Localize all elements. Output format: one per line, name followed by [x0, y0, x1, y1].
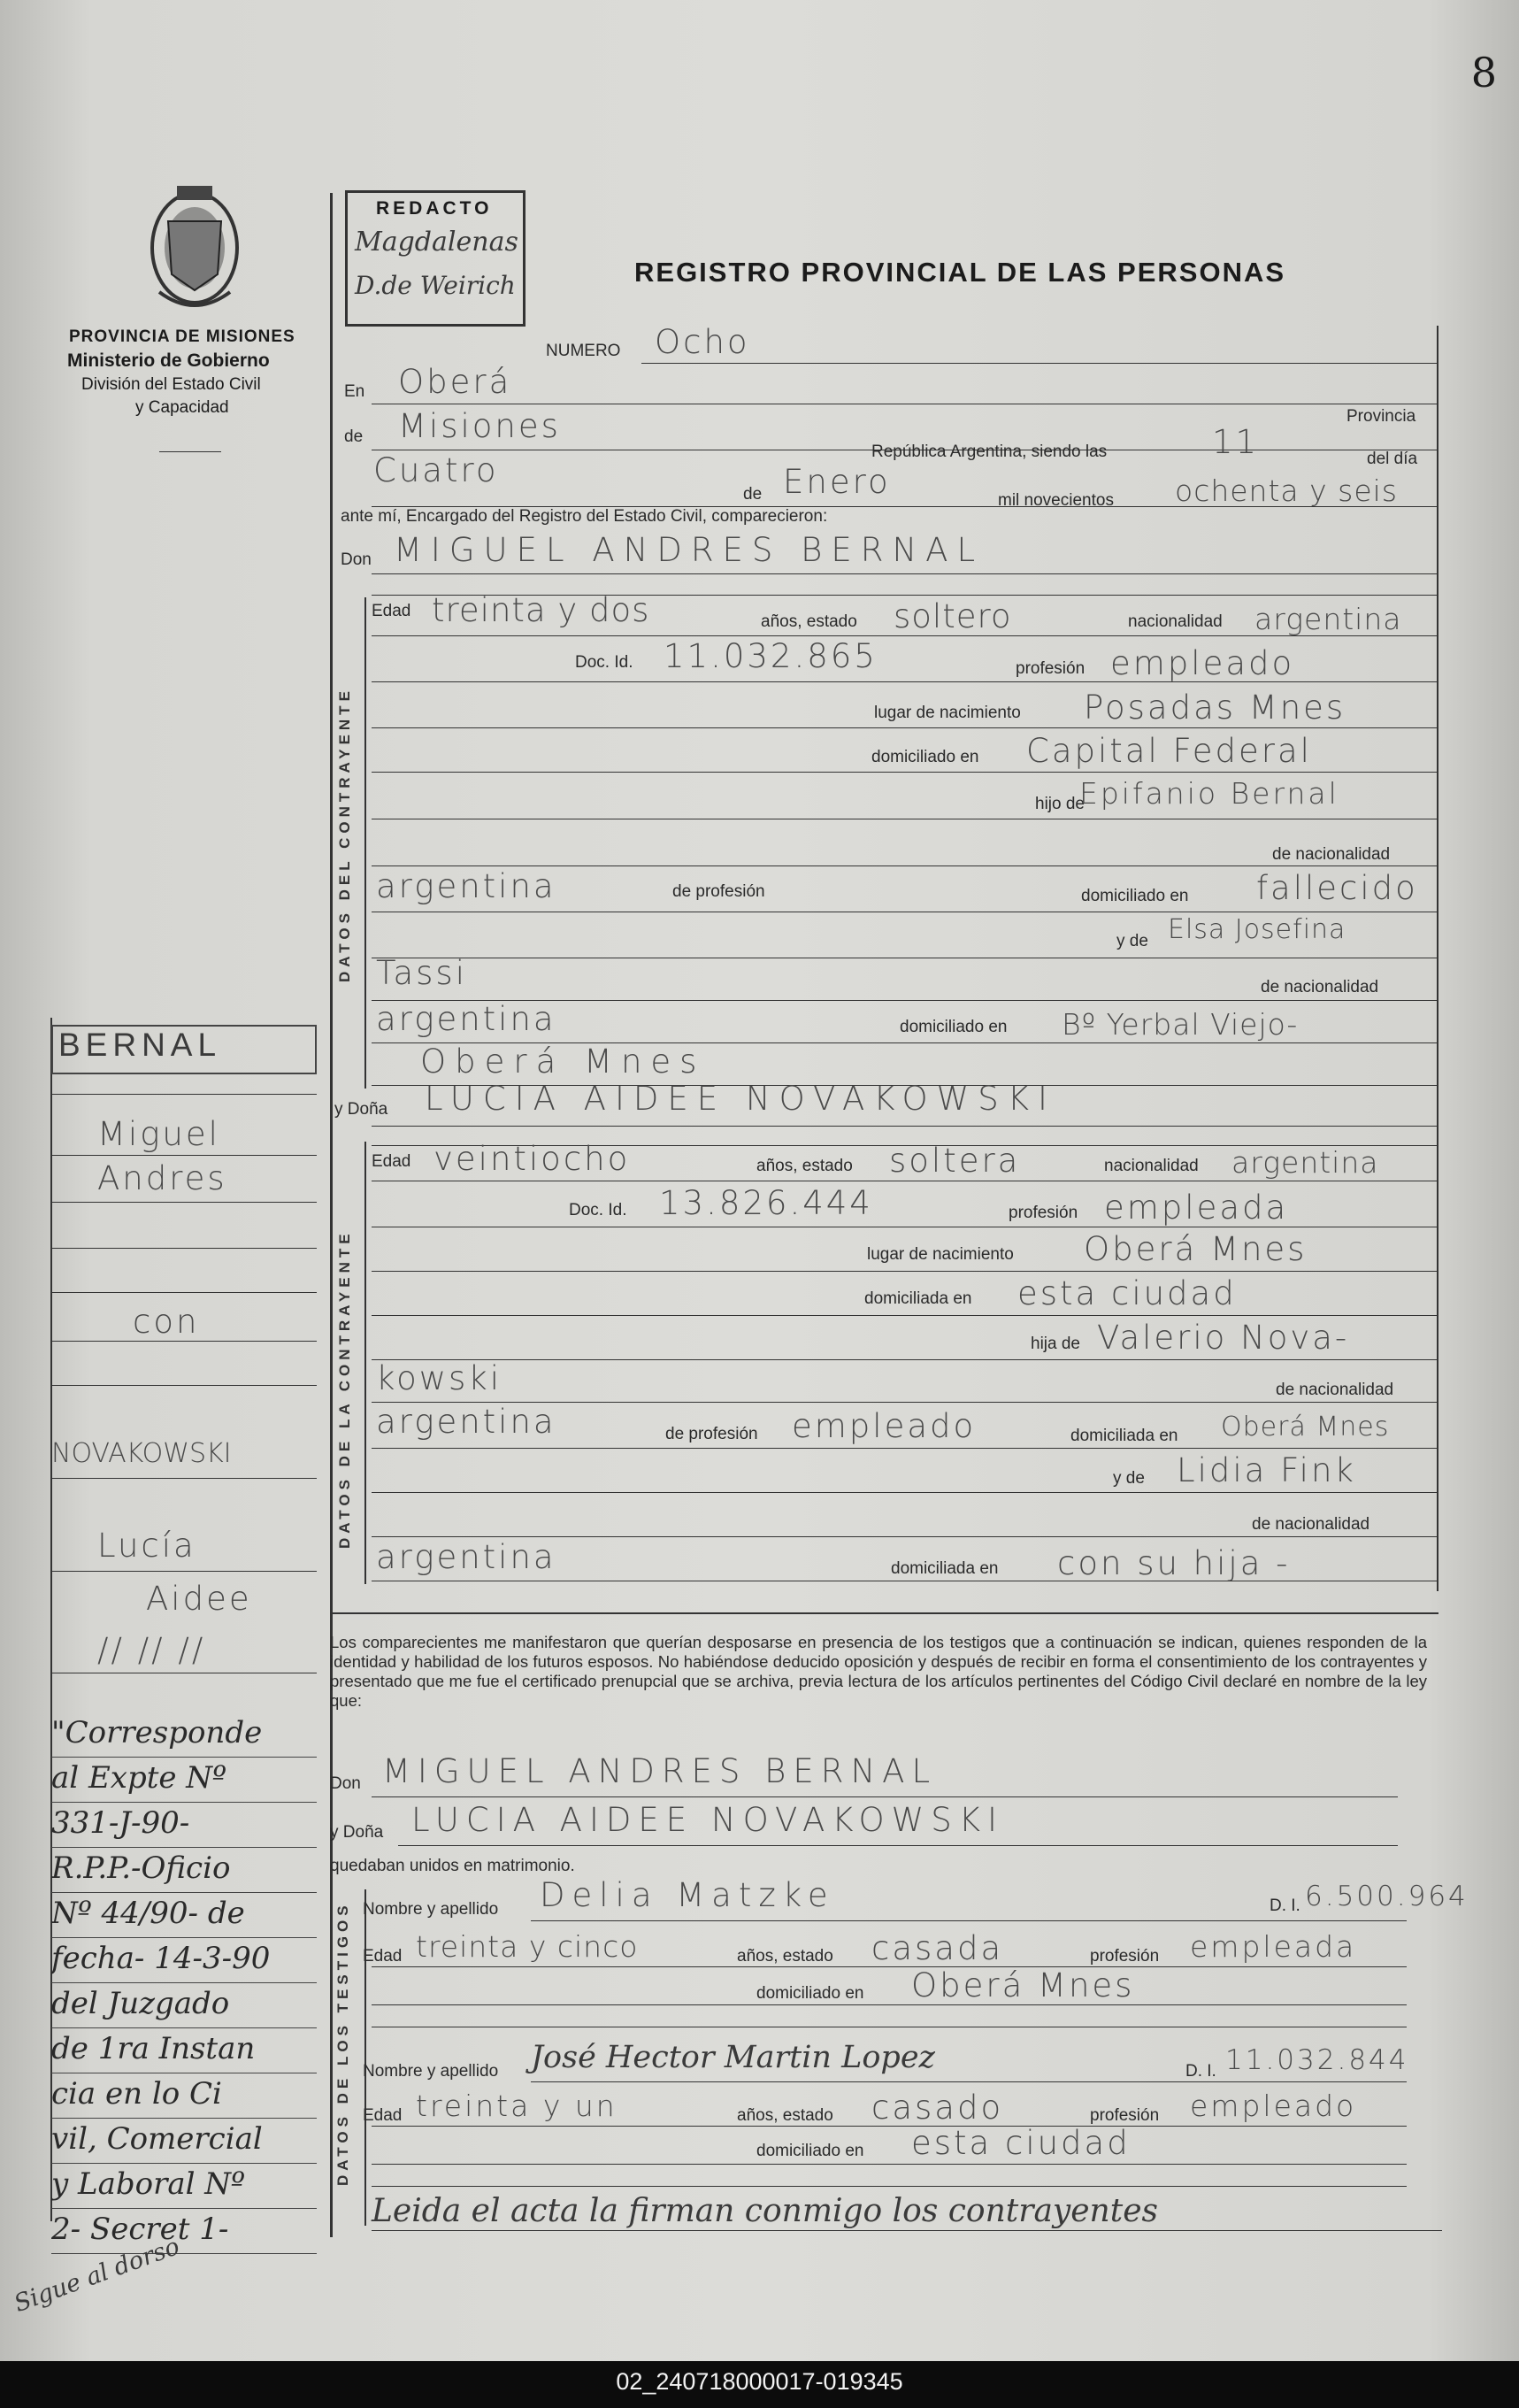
bride-line-4 [372, 1315, 1438, 1316]
de-mes-label: de [743, 485, 763, 504]
margin-note-line: de 1ra Instan [51, 2028, 317, 2073]
coat-of-arms-seal [142, 186, 248, 323]
bride-padre-prof: empleado [792, 1407, 977, 1445]
dona-label: y Doña [334, 1100, 388, 1119]
bride-estado: soltera [889, 1142, 1021, 1180]
margin-con: con [133, 1303, 200, 1341]
bride-line-7 [372, 1448, 1438, 1449]
w2-nombre-label: Nombre y apellido [363, 2062, 499, 2081]
w2-dom-label: domiciliado en [756, 2142, 864, 2160]
bride-madre-nac: argentina [376, 1538, 556, 1576]
groom-madre-nac-label: de nacionalidad [1261, 978, 1379, 996]
redacto-stamp [345, 190, 526, 327]
groom-madre-nac: argentina [376, 1000, 556, 1038]
bride-madre: Lidia Fink [1177, 1451, 1356, 1489]
en-value: Oberá [398, 363, 512, 401]
bride-profesion: empleada [1104, 1189, 1289, 1227]
marriage-paragraph: Los comparecientes me manifestaron que querían desposarse en presencia de los testigos que a continuación se indican, quienes responden de la identidad y habilidad de los futuros esposos. No habiéndose deducido oposición y después de recibir en forma el consentimiento de los contrayentes y presentado que me fue el certificado prenupcial que se archiva, previa lectura de los artículos pertinentes del Código Civil declaré en nombre de la ley que: [330, 1633, 1427, 1710]
frame-left-line [330, 193, 333, 2237]
closing-text: Leida el acta la firman conmigo los contrayentes [372, 2193, 1158, 2229]
bride-name: LUCIA AIDEE NOVAKOWSKI [425, 1080, 1056, 1118]
groom-domicilio: Capital Federal [1026, 732, 1312, 770]
stamp-line-1: Magdalenas [355, 227, 518, 258]
groom-padre: Epifanio Bernal [1079, 776, 1339, 811]
groom-lugar-label: lugar de nacimiento [874, 704, 1021, 722]
en-label: En [344, 382, 365, 401]
bride-doc: 13.826.444 [659, 1184, 873, 1222]
margin-line-3 [51, 1202, 317, 1203]
margin-line-7 [51, 1385, 317, 1386]
mil-label: mil novecientos [998, 491, 1114, 510]
marriage-dona-label: y Doña [330, 1823, 384, 1842]
margin-sigue: Sigue al dorso [11, 2232, 184, 2319]
don-label: Don [341, 550, 372, 569]
groom-padre-nac: argentina [376, 867, 556, 905]
bride-edad-label: Edad [372, 1152, 411, 1171]
w1-dom-label: domiciliado en [756, 1984, 864, 2003]
bride-nacionalidad: argentina [1231, 1145, 1379, 1180]
margin-note-line: del Juzgado [51, 1983, 317, 2028]
w1-nombre-label: Nombre y apellido [363, 1900, 499, 1919]
dia-value: Cuatro [373, 451, 499, 489]
margin-line-5 [51, 1292, 317, 1293]
margin-name-2: Andres [97, 1159, 227, 1197]
w1-di: 6.500.964 [1305, 1881, 1469, 1912]
margin-note-line: y Laboral Nº [51, 2164, 317, 2209]
groom-domicilio-label: domiciliado en [871, 748, 979, 766]
w1-estado: casada [871, 1929, 1004, 1967]
provincia-label: Provincia [1346, 407, 1416, 426]
bride-padre: Valerio Nova- [1097, 1319, 1350, 1357]
w1-profesion-label: profesión [1090, 1947, 1160, 1966]
marriage-don-line [372, 1796, 1398, 1797]
groom-name-line [372, 573, 1438, 574]
bride-line-5 [372, 1359, 1438, 1360]
margin-note-line: vil, Comercial [51, 2119, 317, 2164]
margin-surname-2: NOVAKOWSKI [51, 1438, 232, 1469]
w2-profesion: empleado [1190, 2089, 1357, 2123]
groom-line-3 [372, 727, 1438, 728]
de-value: Misiones [398, 407, 561, 445]
numero-value: Ocho [655, 323, 750, 361]
margin-line-8 [51, 1478, 317, 1479]
w1-line-2 [372, 1966, 1407, 1967]
bride-padre-2: kowski [376, 1359, 502, 1397]
w2-domicilio: esta ciudad [911, 2124, 1131, 2162]
margin-name-1: Miguel [97, 1115, 220, 1153]
w1-edad-label: Edad [363, 1947, 403, 1966]
bride-hija-label: hija de [1031, 1335, 1080, 1353]
margin-line-4 [51, 1248, 317, 1249]
w1-domicilio: Oberá Mnes [911, 1966, 1135, 2004]
w1-line-1 [531, 1920, 1407, 1921]
bride-nacionalidad-label: nacionalidad [1104, 1157, 1199, 1175]
groom-profesion: empleado [1110, 644, 1295, 682]
page-number: 8 [1470, 49, 1497, 96]
groom-line-1 [372, 635, 1438, 636]
bride-edad: veintiocho [433, 1140, 631, 1178]
republica-label: República Argentina, siendo las [871, 442, 1108, 461]
w1-name: Delia Matzke [540, 1876, 835, 1914]
w2-name: José Hector Martin Lopez [531, 2040, 935, 2075]
bride-padre-dom-label: domiciliada en [1070, 1427, 1178, 1445]
marriage-dona: LUCIA AIDEE NOVAKOWSKI [411, 1801, 1004, 1839]
margin-court-note [51, 1712, 317, 2254]
margin-name-3: Lucía [97, 1527, 196, 1565]
groom-doc: 11.032.865 [664, 637, 878, 675]
bride-section-line [364, 1142, 366, 1584]
groom-anios-label: años, estado [761, 612, 857, 631]
margin-line-1 [51, 1094, 317, 1095]
groom-nacionalidad: argentina [1254, 602, 1402, 636]
bride-section-label: DATOS DE LA CONTRAYENTE [336, 1229, 353, 1549]
bride-line-9 [372, 1536, 1438, 1537]
bride-name-line [372, 1126, 1438, 1127]
footer-bar [0, 2361, 1519, 2408]
margin-note-line: R.P.P.-Oficio [51, 1848, 317, 1893]
margin-name-4: Aidee [146, 1580, 252, 1618]
w1-anios-label: años, estado [737, 1947, 833, 1966]
ministry-label: Ministerio de Gobierno [67, 350, 270, 371]
margin-note-line: cia en lo Ci [51, 2073, 317, 2119]
w2-edad-label: Edad [363, 2106, 403, 2125]
groom-padre-dom-label: domiciliado en [1081, 887, 1189, 905]
margin-note-line: 331-J-90- [51, 1803, 317, 1848]
bride-padre-dom: Oberá Mnes [1221, 1412, 1390, 1442]
groom-nacionalidad-label: nacionalidad [1128, 612, 1223, 631]
bride-line-3 [372, 1271, 1438, 1272]
bride-padre-prof-label: de profesión [665, 1425, 758, 1443]
w2-line-1 [531, 2081, 1407, 2082]
groom-madre: Elsa Josefina [1168, 914, 1346, 945]
margin-note-line: fecha- 14-3-90 [51, 1938, 317, 1983]
anio-value: ochenta y seis [1175, 473, 1398, 508]
groom-hijo-label: hijo de [1035, 795, 1085, 813]
groom-padre-prof-label: de profesión [672, 882, 765, 901]
w1-di-label: D. I. [1270, 1896, 1300, 1915]
groom-lugar: Posadas Mnes [1084, 689, 1346, 727]
groom-name: MIGUEL ANDRES BERNAL [394, 531, 985, 569]
margin-line-9 [51, 1571, 317, 1572]
margin-line-6 [51, 1341, 317, 1342]
w2-estado: casado [871, 2089, 1004, 2127]
hora-value: 11 [1212, 423, 1260, 461]
w1-edad: treinta y cinco [416, 1929, 639, 1964]
bride-padre-nac-label: de nacionalidad [1276, 1381, 1394, 1399]
groom-line-2 [372, 681, 1438, 682]
footer-id: 02_240718000017-019345 [616, 2368, 903, 2395]
margin-surname: BERNAL [51, 1025, 317, 1074]
w2-line-2 [372, 2126, 1407, 2127]
stamp-line-2: D.de Weirich [355, 271, 516, 300]
groom-profesion-label: profesión [1016, 659, 1086, 678]
divider [159, 451, 221, 452]
witness-section-line [364, 1889, 366, 2226]
w1-profesion: empleada [1190, 1929, 1357, 1964]
groom-madre-2: Tassi [376, 954, 467, 992]
marriage-don: MIGUEL ANDRES BERNAL [382, 1752, 938, 1790]
bride-madre-nac-label: de nacionalidad [1252, 1515, 1370, 1534]
w2-line-4 [372, 2186, 1407, 2187]
bride-doc-label: Doc. Id. [569, 1201, 627, 1219]
margin-note-line: "Corresponde [51, 1712, 317, 1758]
bride-madre-dom: con su hija - [1057, 1544, 1291, 1582]
bride-lugar-label: lugar de nacimiento [867, 1245, 1014, 1264]
groom-madre-dom-2: Oberá Mnes [420, 1042, 706, 1081]
groom-line-4 [372, 772, 1438, 773]
groom-madre-dom-label: domiciliado en [900, 1018, 1008, 1036]
groom-y-de-label: y de [1116, 932, 1148, 950]
marriage-dona-line [398, 1845, 1398, 1846]
w2-edad: treinta y un [416, 2089, 618, 2123]
witness-section-label: DATOS DE LOS TESTIGOS [334, 1901, 351, 2186]
bride-padre-nac: argentina [376, 1403, 556, 1441]
marriage-unidos: quedaban unidos en matrimonio. [330, 1857, 575, 1875]
bride-domicilio-label: domiciliada en [864, 1289, 972, 1308]
numero-label: NUMERO [546, 342, 621, 360]
margin-note-line: 2- Secret 1- [51, 2209, 317, 2254]
bride-lugar: Oberá Mnes [1084, 1230, 1308, 1268]
numero-line [641, 363, 1438, 364]
margin-note-line: Nº 44/90- de [51, 1893, 317, 1938]
province-label: PROVINCIA DE MISIONES [69, 327, 295, 346]
closing-line [372, 2230, 1442, 2231]
groom-padre-nac-label: de nacionalidad [1272, 845, 1391, 864]
groom-line-6 [372, 865, 1438, 866]
bride-anios-label: años, estado [756, 1157, 853, 1175]
mes-value: Enero [783, 463, 891, 501]
marriage-top-line [330, 1612, 1438, 1614]
page-title: REGISTRO PROVINCIAL DE LAS PERSONAS [634, 257, 1286, 288]
groom-doc-label: Doc. Id. [575, 653, 633, 672]
w1-line-3 [372, 2004, 1407, 2005]
del-dia-label: del día [1367, 450, 1418, 468]
ante-mi-text: ante mí, Encargado del Registro del Estado Civil, comparecieron: [341, 507, 828, 526]
groom-padre-dom: fallecido [1256, 869, 1418, 907]
w2-di: 11.032.844 [1225, 2044, 1409, 2076]
margin-line-2 [51, 1155, 317, 1156]
groom-edad: treinta y dos [432, 591, 650, 629]
w2-line-3 [372, 2164, 1407, 2165]
division-label-2: y Capacidad [135, 398, 229, 417]
bride-profesion-label: profesión [1009, 1204, 1078, 1222]
groom-estado: soltero [894, 597, 1012, 635]
bride-domicilio: esta ciudad [1017, 1274, 1237, 1312]
stamp-title: REDACTO [376, 198, 493, 219]
bride-line-8 [372, 1492, 1438, 1493]
marriage-don-label: Don [330, 1774, 361, 1793]
division-label: División del Estado Civil [81, 375, 261, 394]
groom-section-line [364, 597, 366, 1089]
margin-slashes: // // // [97, 1631, 206, 1669]
w2-profesion-label: profesión [1090, 2106, 1160, 2125]
de-label: de [344, 427, 364, 446]
w2-di-label: D. I. [1185, 2062, 1216, 2081]
groom-edad-label-visible: Edad [372, 602, 411, 620]
bride-y-de-label: y de [1113, 1469, 1145, 1488]
groom-madre-dom: Bº Yerbal Viejo- [1062, 1007, 1299, 1042]
w2-anios-label: años, estado [737, 2106, 833, 2125]
bride-madre-dom-label: domiciliada en [891, 1559, 999, 1578]
groom-section-label: DATOS DEL CONTRAYENTE [336, 687, 353, 982]
margin-note-line: al Expte Nº [51, 1758, 317, 1803]
